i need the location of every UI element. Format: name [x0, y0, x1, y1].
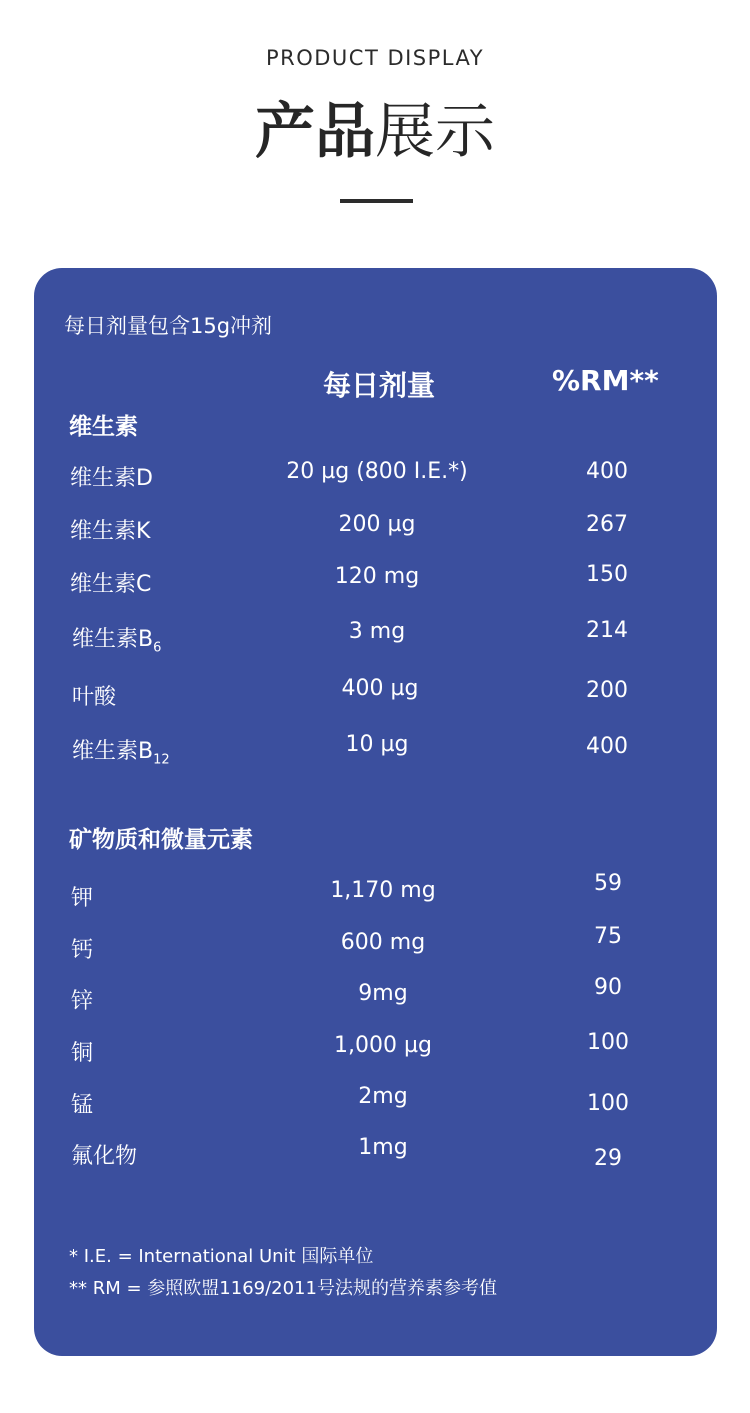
- row-name: [72, 734, 170, 767]
- row-name: 维生素D: [70, 466, 153, 491]
- section-heading-vitamins: 维生素: [69, 414, 138, 440]
- row-name: 铜: [71, 1041, 94, 1066]
- row-name-text: 维生素B: [72, 739, 154, 764]
- column-header-rm: %RM**: [552, 364, 659, 397]
- row-name: 钙: [71, 938, 94, 963]
- row-rm: 267: [586, 512, 628, 537]
- row-rm: 100: [587, 1091, 629, 1116]
- section-heading-minerals: 矿物质和微量元素: [69, 827, 253, 853]
- row-rm: 150: [586, 562, 628, 587]
- title-light: 展示: [375, 97, 495, 167]
- row-dose: 120 mg: [334, 564, 420, 589]
- title-bold: 产品: [255, 97, 375, 167]
- row-rm: 214: [586, 618, 628, 643]
- row-rm: 400: [586, 734, 628, 759]
- page-title: [0, 92, 750, 172]
- footnote: * I.E. = International Unit 国际单位: [69, 1246, 374, 1267]
- row-rm: 200: [586, 678, 628, 703]
- row-dose: 2mg: [358, 1084, 408, 1109]
- nutrition-card: [34, 268, 717, 1356]
- row-name-subscript: 6: [153, 640, 162, 656]
- row-rm: 90: [594, 975, 622, 1000]
- row-name: 维生素K: [70, 519, 151, 544]
- row-dose: 1mg: [358, 1135, 408, 1160]
- row-rm: 100: [587, 1030, 629, 1055]
- row-name: 叶酸: [72, 685, 117, 710]
- column-header-dose: 每日剂量: [323, 369, 436, 402]
- row-dose: 600 mg: [340, 930, 426, 955]
- row-dose: 1,170 mg: [330, 878, 436, 903]
- row-name: [72, 622, 161, 655]
- row-dose: 9mg: [358, 981, 408, 1006]
- footnote: ** RM = 参照欧盟1169/2011号法规的营养素参考值: [69, 1278, 497, 1299]
- row-dose: 200 µg: [338, 512, 416, 537]
- row-name-text: 维生素B: [72, 627, 154, 652]
- row-name: 钾: [71, 886, 94, 911]
- row-dose: 400 µg: [341, 676, 419, 701]
- header-subtitle: PRODUCT DISPLAY: [265, 46, 485, 70]
- row-rm: 59: [594, 871, 622, 896]
- row-dose: 10 µg: [345, 732, 409, 757]
- row-rm: 29: [594, 1146, 622, 1171]
- row-dose: 1,000 µg: [334, 1033, 432, 1058]
- row-name: 锰: [71, 1093, 94, 1118]
- row-dose: 20 µg (800 I.E.*): [286, 459, 468, 484]
- row-rm: 75: [594, 924, 622, 949]
- row-name: 氟化物: [71, 1144, 138, 1169]
- row-dose: 3 mg: [348, 619, 406, 644]
- card-intro: 每日剂量包含15g冲剂: [64, 314, 273, 338]
- title-underline: [340, 199, 413, 203]
- row-name-subscript: 12: [153, 752, 170, 768]
- row-rm: 400: [586, 459, 628, 484]
- row-name: 锌: [71, 989, 94, 1014]
- row-name: 维生素C: [70, 572, 152, 597]
